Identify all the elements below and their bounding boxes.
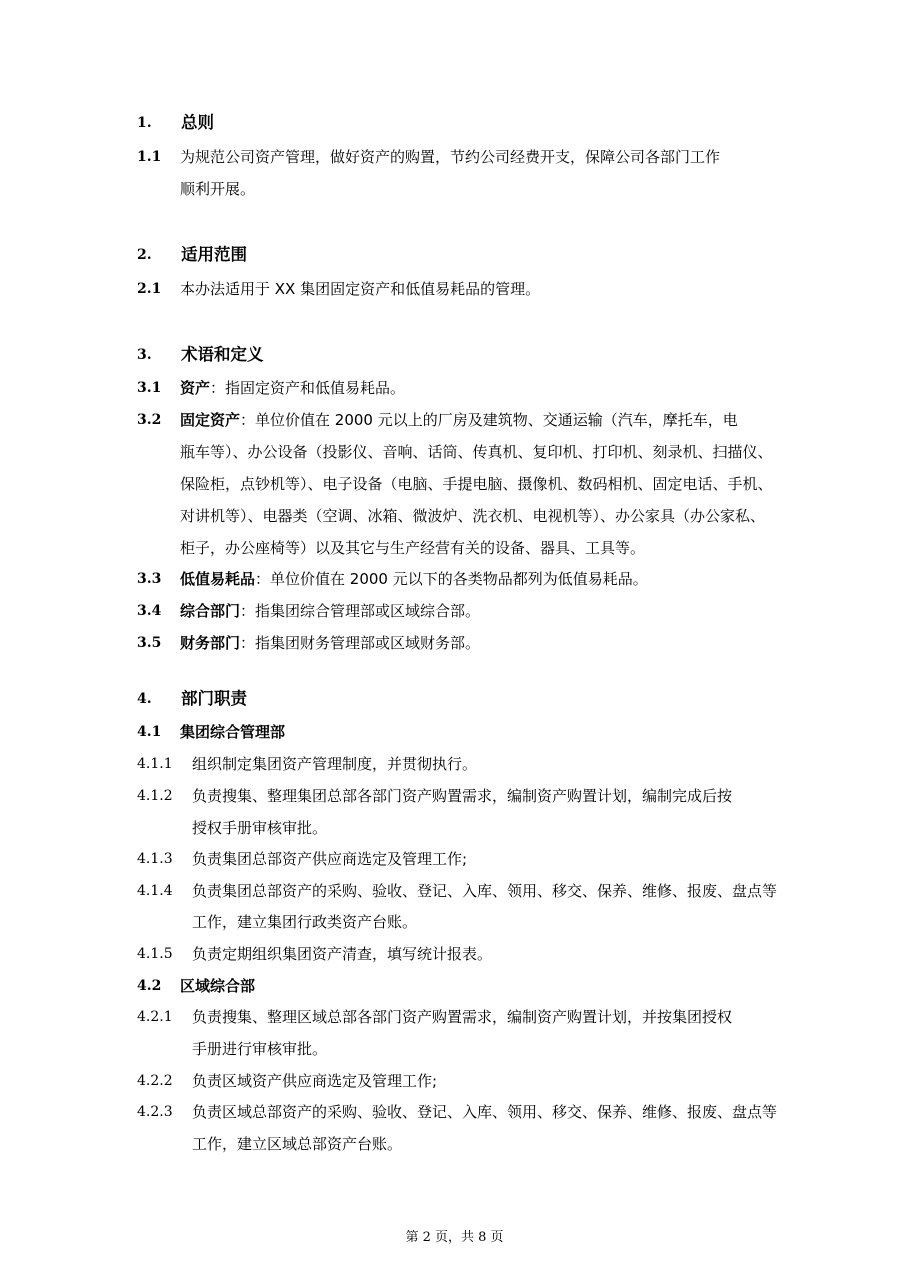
clause-number: 4.1.4 <box>137 883 173 899</box>
clause-text: 保险柜，点钞机等）、电子设备（电脑、手提电脑、摄像机、数码相机、固定电话、手机、 <box>180 475 773 493</box>
section-title: 适用范围 <box>181 245 247 264</box>
clause-text: 负责定期组织集团资产清查，填写统计报表。 <box>192 945 493 963</box>
subsection-number: 4.1 <box>137 724 162 740</box>
clause-continuation <box>0 1129 909 1159</box>
clause-text: 负责区域资产供应商选定及管理工作; <box>192 1072 438 1090</box>
clause-continuation <box>0 533 909 563</box>
clause <box>0 274 909 304</box>
clause-continuation <box>0 1034 909 1064</box>
clause-text: 负责搜集、整理区域总部各部门资产购置需求，编制资产购置计划，并按集团授权 <box>192 1008 733 1026</box>
clause <box>0 1066 909 1096</box>
defined-term: 低值易耗品 <box>180 570 256 588</box>
section-heading <box>0 684 909 714</box>
page-footer: 第 2 页，共 8 页 <box>405 1230 504 1245</box>
clause <box>0 564 909 594</box>
clause-text <box>180 628 480 658</box>
definition-text: ：指固定资产和低值易耗品。 <box>210 379 406 397</box>
subsection-number: 4.2 <box>137 978 162 994</box>
clause <box>0 1097 909 1127</box>
section-number: 4. <box>137 691 152 707</box>
subsection-heading <box>0 717 909 747</box>
clause-number: 4.1.5 <box>137 946 173 962</box>
subsection-heading <box>0 971 909 1001</box>
clause-number: 3.4 <box>137 603 162 619</box>
definition-text: ：指集团财务管理部或区域财务部。 <box>240 634 481 652</box>
clause <box>0 596 909 626</box>
section-number: 3. <box>137 347 152 363</box>
clause <box>0 939 909 969</box>
subsection-title: 集团综合管理部 <box>180 723 286 741</box>
clause-text: 负责区域总部资产的采购、验收、登记、入库、领用、移交、保养、维修、报废、盘点等 <box>192 1103 778 1121</box>
clause <box>0 142 909 172</box>
clause-text <box>180 373 405 403</box>
section-title: 术语和定义 <box>181 345 264 364</box>
clause-text: 为规范公司资产管理，做好资产的购置，节约公司经费开支，保障公司各部门工作 <box>180 148 721 166</box>
clause <box>0 876 909 906</box>
clause-continuation <box>0 174 909 204</box>
clause-text: 授权手册审核审批。 <box>192 819 328 837</box>
section-number: 2. <box>137 247 152 263</box>
section-heading <box>0 240 909 270</box>
defined-term: 综合部门 <box>180 602 241 620</box>
definition-text: ：单位价值在 2000 元以上的厂房及建筑物、交通运输（汽车，摩托车，电 <box>240 411 738 429</box>
clause-continuation <box>0 437 909 467</box>
clause-number: 3.3 <box>137 571 162 587</box>
section-title: 总则 <box>181 113 214 132</box>
clause <box>0 1002 909 1032</box>
clause-text: 本办法适用于 XX 集团固定资产和低值易耗品的管理。 <box>180 280 541 298</box>
subsection-title: 区域综合部 <box>180 977 256 995</box>
defined-term: 资产 <box>180 379 211 397</box>
clause-text: 对讲机等）、电器类（空调、冰箱、微波炉、洗衣机、电视机等）、办公家具（办公家私、 <box>180 507 766 525</box>
clause-number: 3.1 <box>137 380 162 396</box>
clause-number: 2.1 <box>137 281 162 297</box>
clause-continuation <box>0 469 909 499</box>
clause-number: 4.1.2 <box>137 788 173 804</box>
clause-number: 3.5 <box>137 635 162 651</box>
defined-term: 财务部门 <box>180 634 241 652</box>
clause-text: 工作，建立区域总部资产台账。 <box>192 1135 403 1153</box>
clause <box>0 405 909 435</box>
clause <box>0 749 909 779</box>
clause <box>0 844 909 874</box>
clause-text: 负责集团总部资产的采购、验收、登记、入库、领用、移交、保养、维修、报废、盘点等 <box>192 882 778 900</box>
clause-text: 组织制定集团资产管理制度，并贯彻执行。 <box>192 755 478 773</box>
clause-text: 顺利开展。 <box>180 180 256 198</box>
clause <box>0 781 909 811</box>
clause-continuation <box>0 501 909 531</box>
clause-number: 3.2 <box>137 412 162 428</box>
clause-number: 1.1 <box>137 149 162 165</box>
clause-continuation <box>0 813 909 843</box>
clause-text: 工作，建立集团行政类资产台账。 <box>192 913 418 931</box>
clause-text: 瓶车等）、办公设备（投影仪、音响、话筒、传真机、复印机、打印机、刻录机、扫描仪、 <box>180 443 773 461</box>
clause-number: 4.2.2 <box>137 1073 173 1089</box>
clause-text <box>180 564 648 594</box>
section-heading <box>0 108 909 138</box>
clause-text: 手册进行审核审批。 <box>192 1040 328 1058</box>
section-title: 部门职责 <box>181 689 247 708</box>
clause-number: 4.1.3 <box>137 851 173 867</box>
section-number: 1. <box>137 115 152 131</box>
definition-text: ：指集团综合管理部或区域综合部。 <box>240 602 481 620</box>
defined-term: 固定资产 <box>180 411 241 429</box>
clause-text: 负责集团总部资产供应商选定及管理工作; <box>192 850 468 868</box>
clause-text: 负责搜集、整理集团总部各部门资产购置需求，编制资产购置计划，编制完成后按 <box>192 787 733 805</box>
clause-number: 4.1.1 <box>137 756 173 772</box>
clause <box>0 628 909 658</box>
definition-text: ：单位价值在 2000 元以下的各类物品都列为低值易耗品。 <box>255 570 648 588</box>
clause-number: 4.2.1 <box>137 1009 173 1025</box>
clause-continuation <box>0 907 909 937</box>
clause-number: 4.2.3 <box>137 1104 173 1120</box>
clause-text <box>180 596 480 626</box>
clause-text: 柜子，办公座椅等）以及其它与生产经营有关的设备、器具、工具等。 <box>180 539 646 557</box>
section-heading <box>0 340 909 370</box>
clause-text <box>180 405 738 435</box>
clause <box>0 373 909 403</box>
